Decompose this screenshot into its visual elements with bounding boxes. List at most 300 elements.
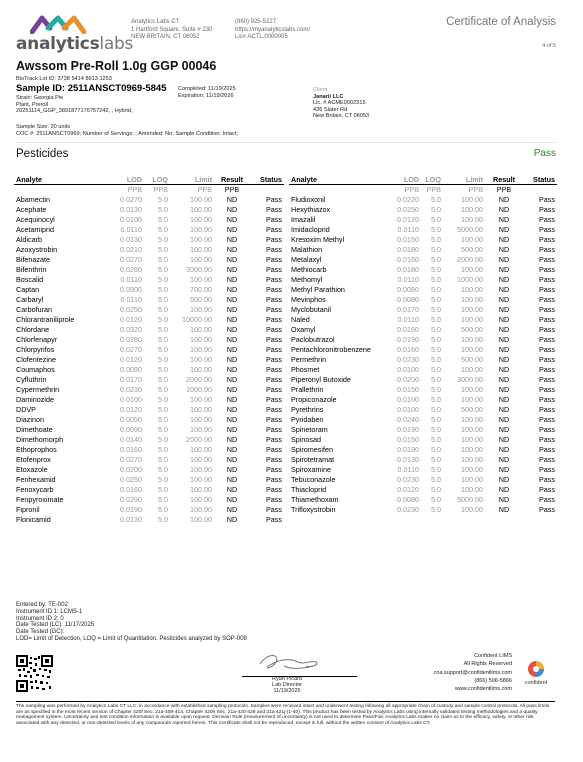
lod-value: 0.0130 <box>120 234 142 244</box>
result-value: ND <box>226 314 238 324</box>
lod-value: 0.0250 <box>120 474 142 484</box>
limit-value: 100.00 <box>190 234 212 244</box>
analyte-name: Propiconazole <box>291 394 337 404</box>
lod-value: 0.0190 <box>397 334 419 344</box>
limit-value: 100.00 <box>190 304 212 314</box>
qr-code[interactable] <box>16 655 53 692</box>
loq-value: 5.0 <box>158 324 168 334</box>
confident-website[interactable]: www.confidentlims.com <box>454 686 512 693</box>
table-row <box>14 414 284 424</box>
unit-limit: PPB <box>443 185 485 195</box>
table-row <box>14 494 284 504</box>
result-value: ND <box>498 214 510 224</box>
confident-email[interactable]: coa.support@confidentlims.com <box>433 669 512 676</box>
col-analyte: Analyte <box>16 175 42 184</box>
table-row <box>289 274 557 284</box>
limit-value: 100.00 <box>190 224 212 234</box>
loq-value: 5.0 <box>431 474 441 484</box>
status-value: Pass <box>266 244 282 254</box>
unit-loq: PPB <box>421 185 443 195</box>
loq-value: 5.0 <box>431 414 441 424</box>
analyte-name: DDVP <box>16 404 36 414</box>
lod-value: 0.0230 <box>397 354 419 364</box>
confident-phone: (866) 506-5866 <box>474 677 512 684</box>
lod-value: 0.0270 <box>120 254 142 264</box>
lab-phone: (860) 925-5227 <box>235 19 277 25</box>
table-row <box>289 474 557 484</box>
analyte-name: Mevinphos <box>291 294 326 304</box>
analyte-name: Thiamethoxam <box>291 494 339 504</box>
analyte-name: Ethoprophos <box>16 444 57 454</box>
analyte-name: Coumaphos <box>16 364 55 374</box>
table-row <box>289 314 557 324</box>
limit-value: 500.00 <box>461 324 483 334</box>
result-value: ND <box>226 494 238 504</box>
result-value: ND <box>498 294 510 304</box>
loq-value: 5.0 <box>158 194 168 204</box>
table-row <box>289 234 557 244</box>
loq-value: 5.0 <box>431 274 441 284</box>
product-title: Awssom Pre-Roll 1.0g GGP 00046 <box>16 59 217 73</box>
analyte-name: Methyl Parathion <box>291 284 345 294</box>
result-value: ND <box>226 404 238 414</box>
lod-value: 0.0190 <box>120 504 142 514</box>
unit-lod: PPB <box>383 185 421 195</box>
limit-value: 5000.00 <box>457 224 483 234</box>
lod-value: 0.0150 <box>397 204 419 214</box>
status-value: Pass <box>266 304 282 314</box>
result-value: ND <box>498 204 510 214</box>
loq-value: 5.0 <box>158 474 168 484</box>
analyte-name: Pyrethrins <box>291 404 324 414</box>
status-value: Pass <box>539 224 555 234</box>
loq-value: 5.0 <box>158 484 168 494</box>
result-value: ND <box>226 374 238 384</box>
lod-value: 0.0180 <box>397 244 419 254</box>
analyte-name: Chlorfenapyr <box>16 334 58 344</box>
analyte-name: Flonicamid <box>16 514 51 524</box>
status-value: Pass <box>266 324 282 334</box>
logo-text-bold: analytics <box>16 34 100 54</box>
analyte-name: Azoxystrobin <box>16 244 58 254</box>
loq-value: 5.0 <box>158 504 168 514</box>
result-value: ND <box>498 484 510 494</box>
loq-value: 5.0 <box>158 374 168 384</box>
status-value: Pass <box>539 264 555 274</box>
lod-value: 0.0110 <box>120 294 142 304</box>
client-address-line1: 436 Slater Rd <box>313 106 348 113</box>
analyte-name: Oxamyl <box>291 324 316 334</box>
table-row <box>14 214 284 224</box>
loq-value: 5.0 <box>158 464 168 474</box>
loq-value: 5.0 <box>158 344 168 354</box>
table-row <box>289 204 557 214</box>
table-row <box>289 284 557 294</box>
analyte-name: Cypermethrin <box>16 384 60 394</box>
status-value: Pass <box>266 514 282 524</box>
analyte-name: Diazinon <box>16 414 44 424</box>
loq-value: 5.0 <box>158 414 168 424</box>
status-value: Pass <box>266 374 282 384</box>
loq-value: 5.0 <box>431 424 441 434</box>
table-row <box>14 434 284 444</box>
limit-value: 100.00 <box>190 514 212 524</box>
lod-value: 0.0130 <box>120 514 142 524</box>
lod-value: 0.0140 <box>120 434 142 444</box>
lod-value: 0.0080 <box>397 494 419 504</box>
result-value: ND <box>498 494 510 504</box>
status-value: Pass <box>266 284 282 294</box>
status-value: Pass <box>539 204 555 214</box>
batch-info: 20251114_GGP_3891877176757242, , Hybrid, <box>16 108 133 115</box>
lod-value: 0.0210 <box>120 244 142 254</box>
lod-value: 0.0270 <box>120 344 142 354</box>
loq-value: 5.0 <box>431 314 441 324</box>
table-row <box>14 304 284 314</box>
client-name: Janarii LLC <box>313 93 344 100</box>
client-label: Client <box>313 87 328 93</box>
analyte-name: Carbaryl <box>16 294 44 304</box>
result-value: ND <box>498 434 510 444</box>
result-value: ND <box>226 234 238 244</box>
lod-value: 0.0280 <box>120 334 142 344</box>
result-value: ND <box>226 354 238 364</box>
lod-value: 0.0320 <box>120 324 142 334</box>
signatory-title: Lab Director <box>272 682 302 689</box>
analyte-name: Permethrin <box>291 354 327 364</box>
analyte-name: Acetamiprid <box>16 224 54 234</box>
category: Plant, Preroll <box>16 101 49 108</box>
analyte-name: Spinetoram <box>291 424 328 434</box>
analyte-name: Paclobutrazol <box>291 334 335 344</box>
status-value: Pass <box>266 194 282 204</box>
loq-value: 5.0 <box>431 374 441 384</box>
lod-value: 0.0160 <box>120 484 142 494</box>
status-value: Pass <box>266 314 282 324</box>
lod-value: 0.0050 <box>120 414 142 424</box>
result-value: ND <box>226 474 238 484</box>
loq-value: 5.0 <box>431 354 441 364</box>
limit-value: 100.00 <box>461 364 483 374</box>
lod-value: 0.0160 <box>397 254 419 264</box>
loq-value: 5.0 <box>431 224 441 234</box>
table-row <box>14 194 284 204</box>
lab-website[interactable]: https://myanalyticslabs.com/ <box>235 26 311 33</box>
lod-value: 0.0290 <box>120 494 142 504</box>
lod-value: 0.0150 <box>397 434 419 444</box>
loq-value: 5.0 <box>431 234 441 244</box>
loq-value: 5.0 <box>431 324 441 334</box>
unit-loq: PPB <box>144 185 170 195</box>
table-row <box>14 464 284 474</box>
status-value: Pass <box>539 244 555 254</box>
status-value: Pass <box>266 394 282 404</box>
lod-value: 0.0110 <box>120 224 142 234</box>
lod-value: 0.0900 <box>120 284 142 294</box>
lod-value: 0.0100 <box>120 394 142 404</box>
limit-value: 100.00 <box>190 404 212 414</box>
table-row <box>289 504 557 514</box>
loq-value: 5.0 <box>431 464 441 474</box>
loq-value: 5.0 <box>431 364 441 374</box>
status-value: Pass <box>266 464 282 474</box>
lod-value: 0.0110 <box>397 314 419 324</box>
result-value: ND <box>226 484 238 494</box>
completed-date: Completed: 11/19/2025 <box>178 86 236 92</box>
loq-value: 5.0 <box>431 264 441 274</box>
result-value: ND <box>226 444 238 454</box>
status-value: Pass <box>266 334 282 344</box>
limit-value: 100.00 <box>190 504 212 514</box>
limit-value: 100.00 <box>190 494 212 504</box>
status-value: Pass <box>539 234 555 244</box>
result-value: ND <box>498 244 510 254</box>
status-value: Pass <box>539 334 555 344</box>
table-row <box>289 354 557 364</box>
limit-value: 2000.00 <box>457 254 483 264</box>
limit-value: 100.00 <box>190 454 212 464</box>
lod-value: 0.0270 <box>120 454 142 464</box>
table-row <box>14 444 284 454</box>
analyte-name: Captan <box>16 284 40 294</box>
limit-value: 100.00 <box>190 254 212 264</box>
loq-value: 5.0 <box>431 284 441 294</box>
limit-value: 100.00 <box>461 434 483 444</box>
limit-value: 500.00 <box>461 404 483 414</box>
table-row <box>289 394 557 404</box>
lod-value: 0.0110 <box>397 274 419 284</box>
loq-value: 5.0 <box>158 444 168 454</box>
table-row <box>289 414 557 424</box>
unit-result: PPB <box>214 185 250 195</box>
lod-value: 0.0100 <box>120 214 142 224</box>
analyte-name: Metalaxyl <box>291 254 322 264</box>
abbreviation-legend: LOD= Limit of Detection, LOQ = Limit of Quantitation. Pesticides analyzed by SOP-008 <box>16 635 247 642</box>
result-value: ND <box>226 204 238 214</box>
limit-value: 500.00 <box>461 354 483 364</box>
limit-value: 10000.00 <box>182 314 212 324</box>
lod-value: 0.0200 <box>397 374 419 384</box>
loq-value: 5.0 <box>431 504 441 514</box>
lab-license: Lic# ACTL.0000005 <box>235 34 288 40</box>
limit-value: 100.00 <box>461 384 483 394</box>
limit-value: 100.00 <box>190 334 212 344</box>
table-row <box>289 304 557 314</box>
limit-value: 1000.00 <box>457 274 483 284</box>
analyte-name: Spirotetramat <box>291 454 335 464</box>
table-row <box>289 244 557 254</box>
analyte-name: Boscalid <box>16 274 44 284</box>
analyte-name: Chlorpyrifos <box>16 344 55 354</box>
strain: Strain: Georgia Pie <box>16 95 64 101</box>
limit-value: 100.00 <box>190 344 212 354</box>
lab-address-line1: 1 Hartford Square, Suite # 230 <box>131 26 213 33</box>
status-value: Pass <box>266 274 282 284</box>
loq-value: 5.0 <box>158 404 168 414</box>
analyte-name: Etoxazole <box>16 464 48 474</box>
limit-value: 100.00 <box>461 504 483 514</box>
loq-value: 5.0 <box>431 244 441 254</box>
loq-value: 5.0 <box>158 394 168 404</box>
limit-value: 100.00 <box>190 394 212 404</box>
analyte-name: Pentachloronitrobenzene <box>291 344 371 354</box>
table-row <box>14 274 284 284</box>
result-value: ND <box>498 264 510 274</box>
result-value: ND <box>498 454 510 464</box>
limit-value: 100.00 <box>461 284 483 294</box>
limit-value: 100.00 <box>190 194 212 204</box>
confident-wordmark: confident <box>524 680 548 686</box>
lod-value: 0.0120 <box>120 354 142 364</box>
result-value: ND <box>226 424 238 434</box>
limit-value: 100.00 <box>461 334 483 344</box>
loq-value: 5.0 <box>158 364 168 374</box>
result-value: ND <box>226 194 238 204</box>
result-value: ND <box>498 394 510 404</box>
dates-block <box>178 86 236 99</box>
lod-value: 0.0180 <box>397 264 419 274</box>
limit-value: 100.00 <box>461 294 483 304</box>
analyte-name: Pyridaben <box>291 414 324 424</box>
limit-value: 100.00 <box>461 484 483 494</box>
result-value: ND <box>226 214 238 224</box>
result-value: ND <box>498 464 510 474</box>
lod-value: 0.0230 <box>397 474 419 484</box>
table-header-row <box>289 175 557 185</box>
analyte-name: Abamectin <box>16 194 50 204</box>
col-limit: Limit <box>194 175 212 184</box>
lod-value: 0.0110 <box>120 274 142 284</box>
loq-value: 5.0 <box>158 304 168 314</box>
col-result: Result <box>493 175 515 184</box>
table-row <box>14 354 284 364</box>
limit-value: 100.00 <box>190 414 212 424</box>
analytics-labs-logo <box>16 14 133 54</box>
status-value: Pass <box>266 204 282 214</box>
analyte-name: Spinosad <box>291 434 321 444</box>
table-row <box>289 404 557 414</box>
table-row <box>14 454 284 464</box>
table-row <box>289 214 557 224</box>
analyte-name: Chlorantraniliprole <box>16 314 75 324</box>
lod-value: 0.0200 <box>120 464 142 474</box>
table-row <box>14 424 284 434</box>
loq-value: 5.0 <box>158 314 168 324</box>
sample-size: Sample Size: 20 units <box>16 124 71 130</box>
lod-value: 0.0190 <box>397 424 419 434</box>
lod-value: 0.0080 <box>397 294 419 304</box>
lod-value: 0.0080 <box>397 284 419 294</box>
lod-value: 0.0130 <box>120 204 142 214</box>
table-row <box>289 254 557 264</box>
table-header-row <box>14 175 284 185</box>
col-status: Status <box>533 175 555 184</box>
loq-value: 5.0 <box>431 214 441 224</box>
loq-value: 5.0 <box>431 304 441 314</box>
status-value: Pass <box>266 504 282 514</box>
disclaimer-divider <box>16 701 555 702</box>
loq-value: 5.0 <box>158 284 168 294</box>
qr-code-icon <box>16 655 53 692</box>
result-value: ND <box>226 254 238 264</box>
col-lod: LOD <box>403 175 419 184</box>
analyte-name: Bifenazate <box>16 254 50 264</box>
limit-value: 100.00 <box>190 364 212 374</box>
result-value: ND <box>226 464 238 474</box>
status-value: Pass <box>539 374 555 384</box>
result-value: ND <box>498 284 510 294</box>
loq-value: 5.0 <box>158 514 168 524</box>
table-row <box>14 234 284 244</box>
table-row <box>289 344 557 354</box>
status-value: Pass <box>266 484 282 494</box>
loq-value: 5.0 <box>158 294 168 304</box>
analyte-name: Hexythiazox <box>291 204 331 214</box>
table-row <box>14 324 284 334</box>
status-value: Pass <box>266 254 282 264</box>
result-value: ND <box>498 504 510 514</box>
table-row <box>289 424 557 434</box>
limit-value: 100.00 <box>461 304 483 314</box>
loq-value: 5.0 <box>158 204 168 214</box>
status-value: Pass <box>266 294 282 304</box>
table-row <box>14 374 284 384</box>
status-value: Pass <box>266 414 282 424</box>
table-row <box>14 244 284 254</box>
loq-value: 5.0 <box>431 294 441 304</box>
result-value: ND <box>226 264 238 274</box>
lod-value: 0.0120 <box>120 314 142 324</box>
lod-value: 0.0120 <box>120 404 142 414</box>
status-value: Pass <box>266 444 282 454</box>
analyte-name: Methomyl <box>291 274 323 284</box>
table-row <box>14 504 284 514</box>
table-row <box>289 334 557 344</box>
unit-lod: PPB <box>106 185 144 195</box>
status-value: Pass <box>539 354 555 364</box>
analyte-name: Fenpyroximate <box>16 494 64 504</box>
analyte-name: Dimethoate <box>16 424 53 434</box>
status-value: Pass <box>539 294 555 304</box>
pesticide-table-right <box>289 175 557 514</box>
result-value: ND <box>498 274 510 284</box>
loq-value: 5.0 <box>158 384 168 394</box>
date-tested-lc: Date Tested (LC): 11/17/2025 <box>16 622 95 629</box>
table-row <box>289 364 557 374</box>
analyte-name: Prallethrin <box>291 384 324 394</box>
lod-value: 0.0170 <box>120 374 142 384</box>
analyte-name: Aldicarb <box>16 234 42 244</box>
loq-value: 5.0 <box>158 274 168 284</box>
table-row <box>289 444 557 454</box>
status-value: Pass <box>539 434 555 444</box>
table-row <box>289 194 557 204</box>
limit-value: 3000.00 <box>186 264 212 274</box>
analyte-name: Dimethomorph <box>16 434 64 444</box>
col-analyte: Analyte <box>291 175 317 184</box>
expiration-date: Expiration: 11/19/2026 <box>178 92 234 99</box>
instrument-id-2: Instrument ID 2: 0 <box>16 615 64 622</box>
status-value: Pass <box>539 454 555 464</box>
status-value: Pass <box>266 264 282 274</box>
loq-value: 5.0 <box>431 494 441 504</box>
loq-value: 5.0 <box>158 434 168 444</box>
status-value: Pass <box>539 274 555 284</box>
analyte-name: Daminozide <box>16 394 54 404</box>
loq-value: 5.0 <box>158 234 168 244</box>
loq-value: 5.0 <box>431 344 441 354</box>
result-value: ND <box>498 254 510 264</box>
